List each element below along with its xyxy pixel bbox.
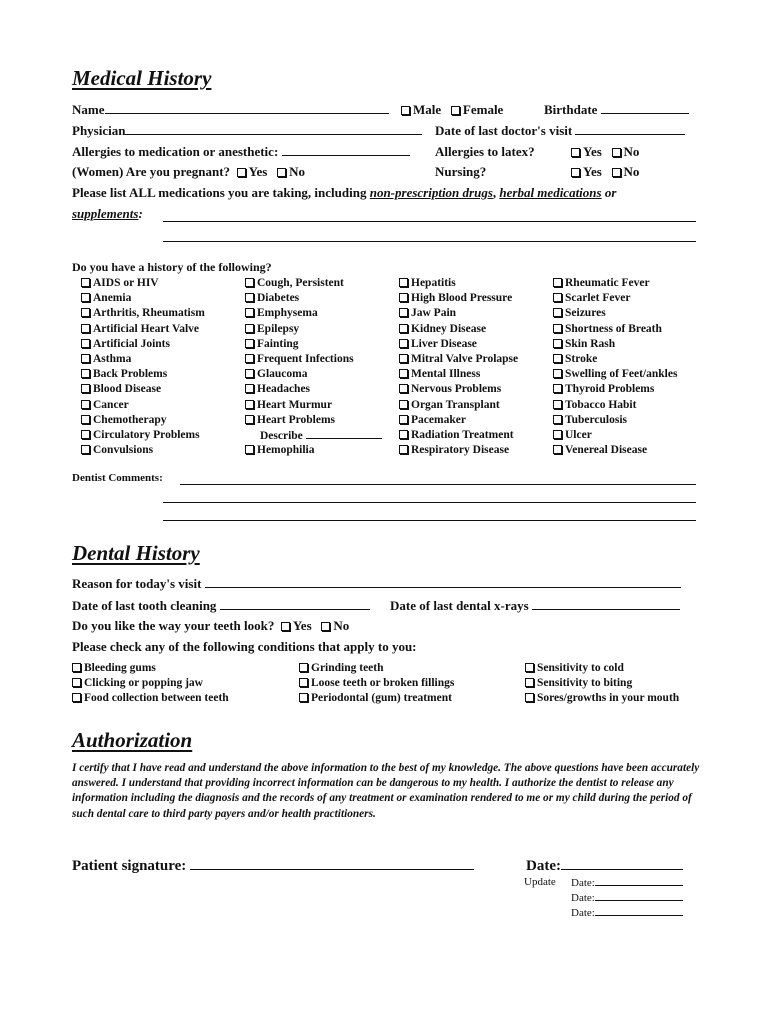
- pregnant-no-label: No: [289, 164, 305, 179]
- checkbox-icon[interactable]: [399, 415, 408, 424]
- describe-field[interactable]: [306, 428, 382, 439]
- condition-item[interactable]: Mitral Valve Prolapse: [399, 352, 518, 367]
- pregnant-row: [72, 164, 305, 180]
- pregnant-yes-checkbox[interactable]: [237, 168, 246, 177]
- checkbox-icon[interactable]: [553, 308, 562, 317]
- birthdate-field[interactable]: [601, 102, 689, 114]
- checkbox-icon[interactable]: [399, 278, 408, 287]
- meds-supplements: supplements: [72, 206, 139, 221]
- dentist-comments-line-1[interactable]: [180, 484, 696, 485]
- checkbox-icon[interactable]: [81, 293, 90, 302]
- condition-item[interactable]: Shortness of Breath: [553, 322, 677, 337]
- dental-history-title: Dental History: [72, 541, 200, 565]
- signature-label: Patient signature:: [72, 858, 187, 874]
- condition-item[interactable]: Tuberculosis: [553, 413, 677, 428]
- conditions-column-1: [81, 276, 205, 458]
- reason-label: Reason for today's visit: [72, 576, 202, 591]
- checkbox-icon[interactable]: [525, 678, 534, 687]
- update-date-row: Date:: [571, 876, 683, 889]
- checkbox-icon[interactable]: [399, 400, 408, 409]
- checkbox-icon[interactable]: [245, 278, 254, 287]
- medications-prompt: [72, 185, 616, 201]
- last-xrays-label: Date of last dental x-rays: [390, 598, 529, 613]
- nursing-no-label: No: [623, 164, 640, 179]
- nursing-label: Nursing?: [435, 164, 487, 179]
- teeth-look-yes-checkbox[interactable]: [281, 622, 290, 631]
- last-cleaning-field[interactable]: [220, 598, 370, 610]
- checkbox-icon[interactable]: [81, 369, 90, 378]
- meds-or: or: [601, 185, 617, 200]
- dentist-comments-line-2[interactable]: [163, 502, 696, 503]
- checkbox-icon[interactable]: [553, 384, 562, 393]
- checkbox-icon[interactable]: [81, 400, 90, 409]
- condition-item[interactable]: Heart Murmur: [245, 398, 382, 413]
- condition-item[interactable]: Respiratory Disease: [399, 443, 518, 458]
- checkbox-icon[interactable]: [245, 308, 254, 317]
- condition-item[interactable]: Skin Rash: [553, 337, 677, 352]
- checkbox-icon[interactable]: [553, 278, 562, 287]
- last-cleaning-label: Date of last tooth cleaning: [72, 598, 217, 613]
- condition-item[interactable]: Radiation Treatment: [399, 428, 518, 443]
- condition-item[interactable]: Emphysema: [245, 306, 382, 321]
- medications-line-2[interactable]: [163, 241, 696, 242]
- conditions-column-4: [553, 276, 677, 458]
- dental-condition-item[interactable]: Periodontal (gum) treatment: [299, 691, 454, 706]
- condition-item[interactable]: Blood Disease: [81, 382, 205, 397]
- update-date-field[interactable]: [595, 906, 683, 916]
- update-date-field[interactable]: [595, 891, 683, 901]
- supplements-label-row: [72, 206, 143, 222]
- pregnant-no-checkbox[interactable]: [277, 168, 286, 177]
- checkbox-icon[interactable]: [399, 430, 408, 439]
- checkbox-icon[interactable]: [245, 354, 254, 363]
- male-checkbox[interactable]: [401, 106, 410, 115]
- reason-row: [72, 576, 681, 592]
- describe-row: Describe: [245, 428, 382, 443]
- latex-no-label: No: [623, 144, 640, 159]
- condition-item[interactable]: Frequent Infections: [245, 352, 382, 367]
- last-visit-field[interactable]: [575, 123, 685, 135]
- female-checkbox[interactable]: [451, 106, 460, 115]
- teeth-look-no-checkbox[interactable]: [321, 622, 330, 631]
- physician-row: [72, 123, 422, 139]
- condition-item[interactable]: Diabetes: [245, 291, 382, 306]
- condition-item[interactable]: Convulsions: [81, 443, 205, 458]
- checkbox-icon[interactable]: [553, 369, 562, 378]
- checkbox-icon[interactable]: [399, 293, 408, 302]
- checkbox-icon[interactable]: [81, 354, 90, 363]
- teeth-look-row: [72, 618, 349, 634]
- dental-conditions-column-3: [525, 661, 679, 707]
- name-label: Name: [72, 102, 105, 117]
- medical-history-title: Medical History: [72, 66, 212, 90]
- condition-item[interactable]: AIDS or HIV: [81, 276, 205, 291]
- checkbox-icon[interactable]: [399, 324, 408, 333]
- condition-item[interactable]: Arthritis, Rheumatism: [81, 306, 205, 321]
- date-label: Date:: [526, 858, 561, 874]
- reason-field[interactable]: [205, 576, 681, 588]
- checkbox-icon[interactable]: [72, 663, 81, 672]
- teeth-look-yes-label: Yes: [292, 618, 312, 633]
- checkbox-icon[interactable]: [553, 430, 562, 439]
- checkbox-icon[interactable]: [72, 693, 81, 702]
- history-question: Do you have a history of the following?: [72, 260, 272, 274]
- condition-item[interactable]: Rheumatic Fever: [553, 276, 677, 291]
- update-date-row: Date:: [571, 891, 683, 904]
- meds-prefix: Please list ALL medications you are taking, including: [72, 185, 370, 200]
- condition-item[interactable]: Ulcer: [553, 428, 677, 443]
- birthdate-label: Birthdate: [544, 102, 598, 117]
- checkbox-icon[interactable]: [399, 339, 408, 348]
- dental-condition-item[interactable]: Grinding teeth: [299, 661, 454, 676]
- last-cleaning-row: [72, 598, 370, 614]
- checkbox-icon[interactable]: [81, 384, 90, 393]
- condition-item[interactable]: Organ Transplant: [399, 398, 518, 413]
- checkbox-icon[interactable]: [81, 324, 90, 333]
- dental-condition-item[interactable]: Food collection between teeth: [72, 691, 229, 706]
- last-visit-label: Date of last doctor's visit: [435, 123, 573, 138]
- checkbox-icon[interactable]: [245, 400, 254, 409]
- latex-yes-checkbox[interactable]: [571, 148, 580, 157]
- dental-condition-item[interactable]: Sores/growths in your mouth: [525, 691, 679, 706]
- female-label: Female: [462, 102, 504, 117]
- condition-item[interactable]: Glaucoma: [245, 367, 382, 382]
- last-xrays-row: [390, 598, 680, 614]
- checkbox-icon[interactable]: [245, 415, 254, 424]
- checkbox-icon[interactable]: [245, 445, 254, 454]
- condition-item[interactable]: High Blood Pressure: [399, 291, 518, 306]
- condition-item[interactable]: Circulatory Problems: [81, 428, 205, 443]
- checkbox-icon[interactable]: [399, 445, 408, 454]
- checkbox-icon[interactable]: [399, 308, 408, 317]
- condition-item[interactable]: Seizures: [553, 306, 677, 321]
- nursing-options: [571, 164, 639, 180]
- checkbox-icon[interactable]: [553, 339, 562, 348]
- checkbox-icon[interactable]: [81, 415, 90, 424]
- pregnant-yes-label: Yes: [248, 164, 268, 179]
- male-label: Male: [413, 102, 442, 117]
- update-date-row: Date:: [571, 906, 683, 919]
- condition-item[interactable]: Hepatitis: [399, 276, 518, 291]
- condition-item[interactable]: Mental Illness: [399, 367, 518, 382]
- checkbox-icon[interactable]: [399, 369, 408, 378]
- checkbox-icon[interactable]: [299, 678, 308, 687]
- dental-condition-item[interactable]: Loose teeth or broken fillings: [299, 676, 454, 691]
- authorization-title: Authorization: [72, 728, 193, 752]
- nursing-yes-label: Yes: [583, 164, 602, 179]
- checkbox-icon[interactable]: [245, 293, 254, 302]
- condition-item[interactable]: Stroke: [553, 352, 677, 367]
- dentist-comments-line-3[interactable]: [163, 520, 696, 521]
- checkbox-icon[interactable]: [72, 678, 81, 687]
- conditions-column-2: [245, 276, 382, 458]
- condition-item[interactable]: Jaw Pain: [399, 306, 518, 321]
- condition-item[interactable]: Venereal Disease: [553, 443, 677, 458]
- dental-conditions-column-1: [72, 661, 229, 707]
- teeth-look-no-label: No: [333, 618, 350, 633]
- checkbox-icon[interactable]: [299, 693, 308, 702]
- signature-row: [72, 856, 474, 875]
- checkbox-icon[interactable]: [399, 384, 408, 393]
- last-visit-row: [435, 123, 685, 139]
- medications-line-1[interactable]: [163, 221, 696, 222]
- check-conditions-label: Please check any of the following conditions that apply to you:: [72, 639, 417, 654]
- checkbox-icon[interactable]: [245, 384, 254, 393]
- latex-no-checkbox[interactable]: [612, 148, 621, 157]
- condition-item[interactable]: Heart Problems: [245, 413, 382, 428]
- checkbox-icon[interactable]: [553, 324, 562, 333]
- dental-condition-item[interactable]: Bleeding gums: [72, 661, 229, 676]
- authorization-text: I certify that I have read and understand the above information to the best of my knowledge. The above questions have been accurately answered. I understand that providing incorrect information can be dangerous to my health. I authorize the dentist to release any information including the diagnosis and the records of any treatment or examination rendered to me or my child during the period of such dental care to third party payers and/or health practitioners.: [72, 762, 700, 820]
- checkbox-icon[interactable]: [553, 354, 562, 363]
- signature-field[interactable]: [190, 856, 474, 870]
- name-field[interactable]: [105, 102, 389, 114]
- dental-condition-item[interactable]: Sensitivity to cold: [525, 661, 679, 676]
- condition-item[interactable]: Asthma: [81, 352, 205, 367]
- condition-item[interactable]: Artificial Heart Valve: [81, 322, 205, 337]
- checkbox-icon[interactable]: [525, 663, 534, 672]
- physician-field[interactable]: [125, 123, 422, 135]
- condition-item[interactable]: Nervous Problems: [399, 382, 518, 397]
- allergies-med-row: [72, 144, 410, 160]
- condition-item[interactable]: Kidney Disease: [399, 322, 518, 337]
- checkbox-icon[interactable]: [81, 339, 90, 348]
- date-field[interactable]: [561, 856, 683, 870]
- dentist-comments-label: Dentist Comments:: [72, 472, 163, 484]
- meds-nonrx: non-prescription drugs: [369, 185, 493, 200]
- condition-item[interactable]: Headaches: [245, 382, 382, 397]
- condition-item[interactable]: Artificial Joints: [81, 337, 205, 352]
- allergies-med-field[interactable]: [282, 144, 410, 156]
- latex-options: [571, 144, 639, 160]
- condition-item[interactable]: Cough, Persistent: [245, 276, 382, 291]
- checkbox-icon[interactable]: [245, 339, 254, 348]
- dental-conditions-column-2: [299, 661, 454, 707]
- checkbox-icon[interactable]: [553, 400, 562, 409]
- date-row: [526, 856, 683, 875]
- meds-herbal: herbal medications: [499, 185, 602, 200]
- condition-item[interactable]: Thyroid Problems: [553, 382, 677, 397]
- update-label: Update: [524, 876, 556, 888]
- condition-item[interactable]: Chemotherapy: [81, 413, 205, 428]
- birthdate-row: [544, 102, 689, 118]
- condition-item[interactable]: Liver Disease: [399, 337, 518, 352]
- condition-item[interactable]: Back Problems: [81, 367, 205, 382]
- condition-item[interactable]: Pacemaker: [399, 413, 518, 428]
- checkbox-icon[interactable]: [399, 354, 408, 363]
- checkbox-icon[interactable]: [81, 278, 90, 287]
- name-row: [72, 102, 389, 118]
- checkbox-icon[interactable]: [81, 445, 90, 454]
- checkbox-icon[interactable]: [81, 430, 90, 439]
- condition-item[interactable]: Hemophilia: [245, 443, 382, 458]
- checkbox-icon[interactable]: [245, 324, 254, 333]
- condition-item[interactable]: Scarlet Fever: [553, 291, 677, 306]
- condition-item[interactable]: Swelling of Feet/ankles: [553, 367, 677, 382]
- condition-item[interactable]: Anemia: [81, 291, 205, 306]
- checkbox-icon[interactable]: [553, 293, 562, 302]
- condition-item[interactable]: Fainting: [245, 337, 382, 352]
- meds-colon: :: [138, 206, 143, 221]
- condition-item[interactable]: Tobacco Habit: [553, 398, 677, 413]
- latex-yes-label: Yes: [583, 144, 602, 159]
- checkbox-icon[interactable]: [553, 445, 562, 454]
- allergies-med-label: Allergies to medication or anesthetic:: [72, 144, 279, 159]
- teeth-look-label: Do you like the way your teeth look?: [72, 618, 275, 633]
- allergies-latex-label: Allergies to latex?: [435, 144, 535, 159]
- dental-condition-item[interactable]: Clicking or popping jaw: [72, 676, 229, 691]
- nursing-no-checkbox[interactable]: [612, 168, 621, 177]
- last-xrays-field[interactable]: [532, 598, 680, 610]
- checkbox-icon[interactable]: [245, 369, 254, 378]
- checkbox-icon[interactable]: [81, 308, 90, 317]
- condition-item[interactable]: Cancer: [81, 398, 205, 413]
- condition-item[interactable]: Epilepsy: [245, 322, 382, 337]
- checkbox-icon[interactable]: [553, 415, 562, 424]
- checkbox-icon[interactable]: [299, 663, 308, 672]
- dental-condition-item[interactable]: Sensitivity to biting: [525, 676, 679, 691]
- pregnant-label: (Women) Are you pregnant?: [72, 164, 231, 179]
- meds-comma: ,: [492, 185, 500, 200]
- checkbox-icon[interactable]: [525, 693, 534, 702]
- update-date-field[interactable]: [595, 876, 683, 886]
- physician-label: Physician: [72, 123, 126, 138]
- conditions-column-3: [399, 276, 518, 458]
- gender-group: [401, 102, 503, 118]
- nursing-yes-checkbox[interactable]: [571, 168, 580, 177]
